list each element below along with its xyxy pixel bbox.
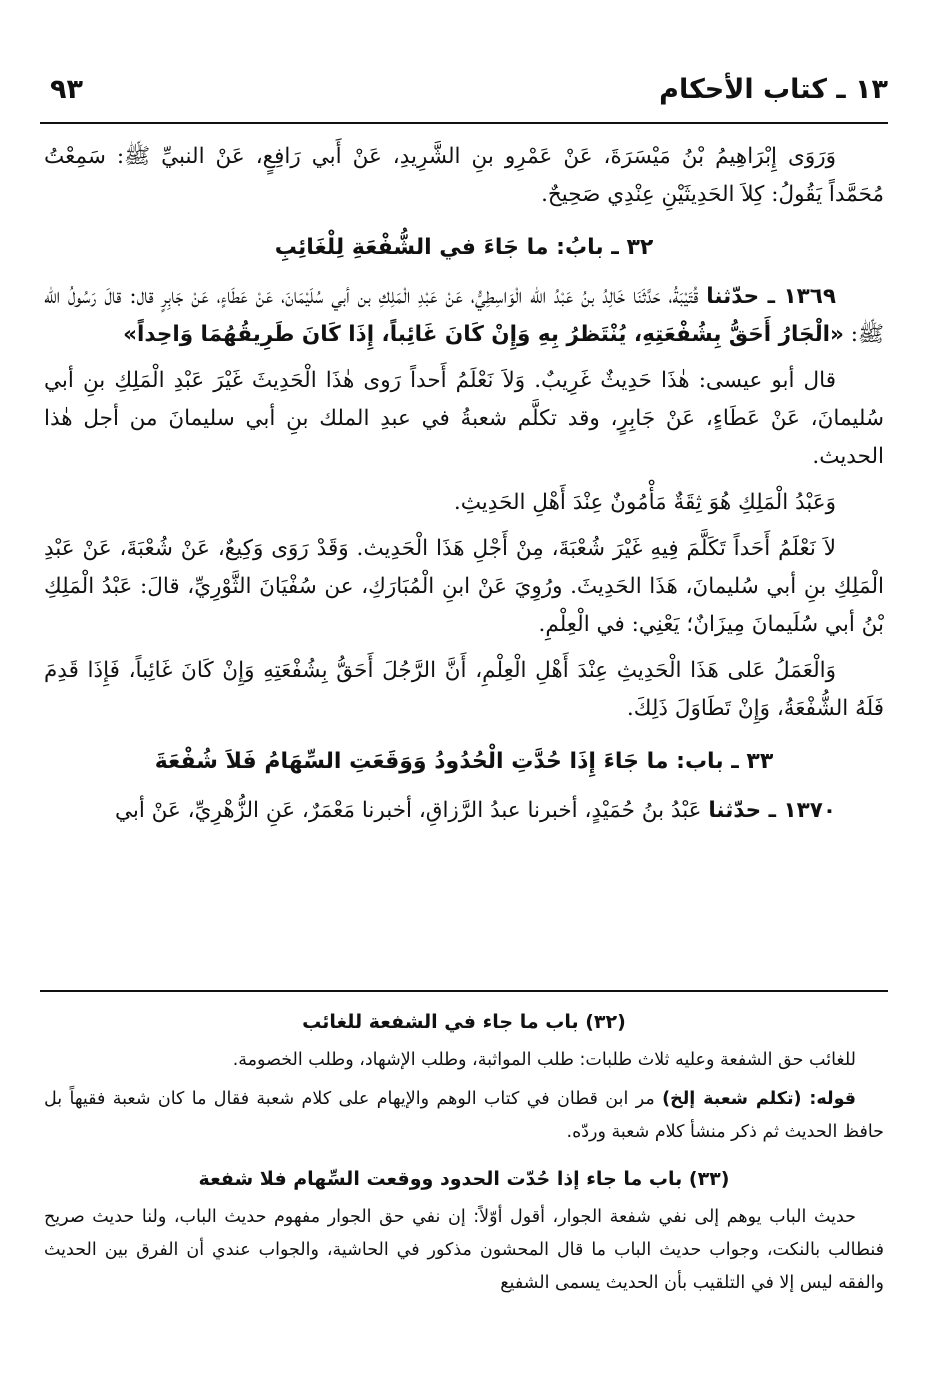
main-text [44, 138, 884, 836]
section-heading-32: ٣٢ ـ بابُ: ما جَاءَ في الشُّفْعَةِ لِلْغَائِبِ [274, 235, 654, 260]
section-heading-33: ٣٣ ـ باب: ما جَاءَ إِذَا حُدَّتِ الْحُدُودُ وَوَقَعَتِ السِّهَامُ فَلاَ شُفْعَةَ [154, 749, 774, 774]
paragraph-ibrahim-narration: وَرَوَى إِبْرَاهِيمُ بْنُ مَيْسَرَةَ، عَنْ عَمْرِو بنِ الشَّرِيدِ، عَنْ أَبي رَافِعٍ، عَنْ النبيِّ ﷺ: سَمِعْتُ مُحَمَّداً يَقُولُ: كِلاَ الحَدِيثَيْنِ عِنْدِي صَحِيحٌ. [44, 144, 884, 207]
footnote-32-label: قوله: (تكلم شعبة إلخ) [662, 1089, 857, 1109]
hadith-1369-quote: «الْجَارُ أَحَقُّ بِشُفْعَتِهِ، يُنْتَظرُ بِهِ وَإِنْ كَانَ غَائِباً، إِذَا كَانَ طَرِيقُهُمَا وَاحِداً» [123, 322, 844, 347]
footnote-heading-33: (٣٣) باب ما جاء إذا حُدّت الحدود ووقعت السِّهام فلا شفعة [198, 1168, 730, 1190]
footnote-33-paragraph-1: حديث الباب يوهم إلى نفي شفعة الجوار، أقول أوّلاً: إن نفي حق الجوار مفهوم حديث الباب، ولنا حديث صريح فنطالب بالنكت، وجواب حديث الباب ما قال المحشون مذكور في الحاشية، والجواب عندي أن الفرق بين الحديث والفقه ليس إلا في التلقيب بأن الحديث يسمى الشفيع [44, 1207, 884, 1293]
footnote-heading-32: (٣٢) باب ما جاء في الشفعة للغائب [302, 1011, 626, 1033]
footnote-32-paragraph-2 [44, 1083, 884, 1149]
page-number: ٩٣ [50, 74, 83, 105]
chapter-title: ١٣ ـ كتاب الأحكام [659, 74, 888, 105]
footnote-divider [40, 990, 888, 992]
hadith-1369-chain: قُتَيْبَةُ، حَدَّثَنَا خَالِدُ بنُ عَبْدُ الله الْوَاسِطِيُّ، عَنْ عَبْدِ الْمَلِكِ بن أبي سُلَيْمَانَ، عَنْ عَطَاءٍ، عَنْ جَابِرٍ قال: قالَ رَسُولُ الله ﷺ: [44, 284, 884, 347]
paragraph-abu-isa: قال أبو عيسى: هٰذَا حَدِيثٌ غَرِيبٌ. وَلاَ نَعْلَمُ أَحداً رَوى هٰذَا الْحَدِيثَ غَيْرَ عَبْدِ الْمَلِكِ بنِ أبي سُليمانَ، عَنْ عَطَاءٍ، عَنْ جَابِرٍ، وقد تكلَّم شعبةُ في عبدِ الملك بنِ أبي سليمانَ من أجل هٰذا الحديث. [44, 368, 884, 469]
paragraph-abd-al-malik: وَعَبْدُ الْمَلِكِ هُوَ ثِقَةٌ مَأْمُونٌ عِنْدَ أَهْلِ الحَدِيثِ. [453, 490, 836, 515]
hadith-1370-chain: عَبْدُ بنُ حُمَيْدٍ، أخبرنا عبدُ الرَّزاقِ، أخبرنا مَعْمَرٌ، عَنِ الزُّهْرِيِّ، عَنْ أبي [114, 798, 709, 823]
hadith-1369 [44, 278, 884, 354]
paragraph-amal: وَالْعَمَلُ عَلى هَذَا الْحَدِيثِ عِنْدَ أَهْلِ الْعِلْمِ، أَنَّ الرَّجُلَ أَحَقُّ بِشُفْعَتِهِ وَإِنْ كَانَ غَائِباً، فَإِذَا قَدِمَ فَلَهُ الشُّفْعَةُ، وَإِنْ تَطَاوَلَ ذَلِكَ. [44, 658, 884, 721]
paragraph-la-naalamu: لاَ نَعْلَمُ أَحَداً تَكَلَّمَ فِيهِ غَيْرَ شُعْبَةَ، مِنْ أَجْلِ هَذَا الْحَدِيث. وَقَدْ رَوَى وَكِيعٌ، عَنْ شُعْبَةَ، عَنْ عَبْدِ الْمَلِكِ بنِ أبي سُليمانَ، هَذَا الحَدِيثَ. ورُوِيَ عَنْ ابنِ الْمُبَارَكِ، عن سُفْيَانَ الثَّوْرِيِّ، قالَ: عَبْدُ الْمَلِكِ بْنُ أبي سُلَيمانَ مِيزَانٌ؛ يَعْنِي: في الْعِلْمِ. [44, 536, 884, 637]
footnotes [44, 1004, 884, 1306]
running-header [40, 68, 888, 124]
hadith-number-1370: ١٣٧٠ ـ حدّثنا [708, 798, 836, 823]
hadith-number-1369: ١٣٦٩ ـ حدّثنا [706, 284, 836, 309]
footnote-32-text: مر ابن قطان في كتاب الوهم والإيهام على كلام شعبة فقال ما كان شعبة فقيهاً بل حافظ الحديث ثم ذكر منشأ كلام شعبة وردّه. [44, 1089, 884, 1142]
footnote-32-paragraph-1: للغائب حق الشفعة وعليه ثلاث طلبات: طلب المواثبة، وطلب الإشهاد، وطلب الخصومة. [232, 1050, 856, 1070]
hadith-1370 [44, 792, 884, 830]
